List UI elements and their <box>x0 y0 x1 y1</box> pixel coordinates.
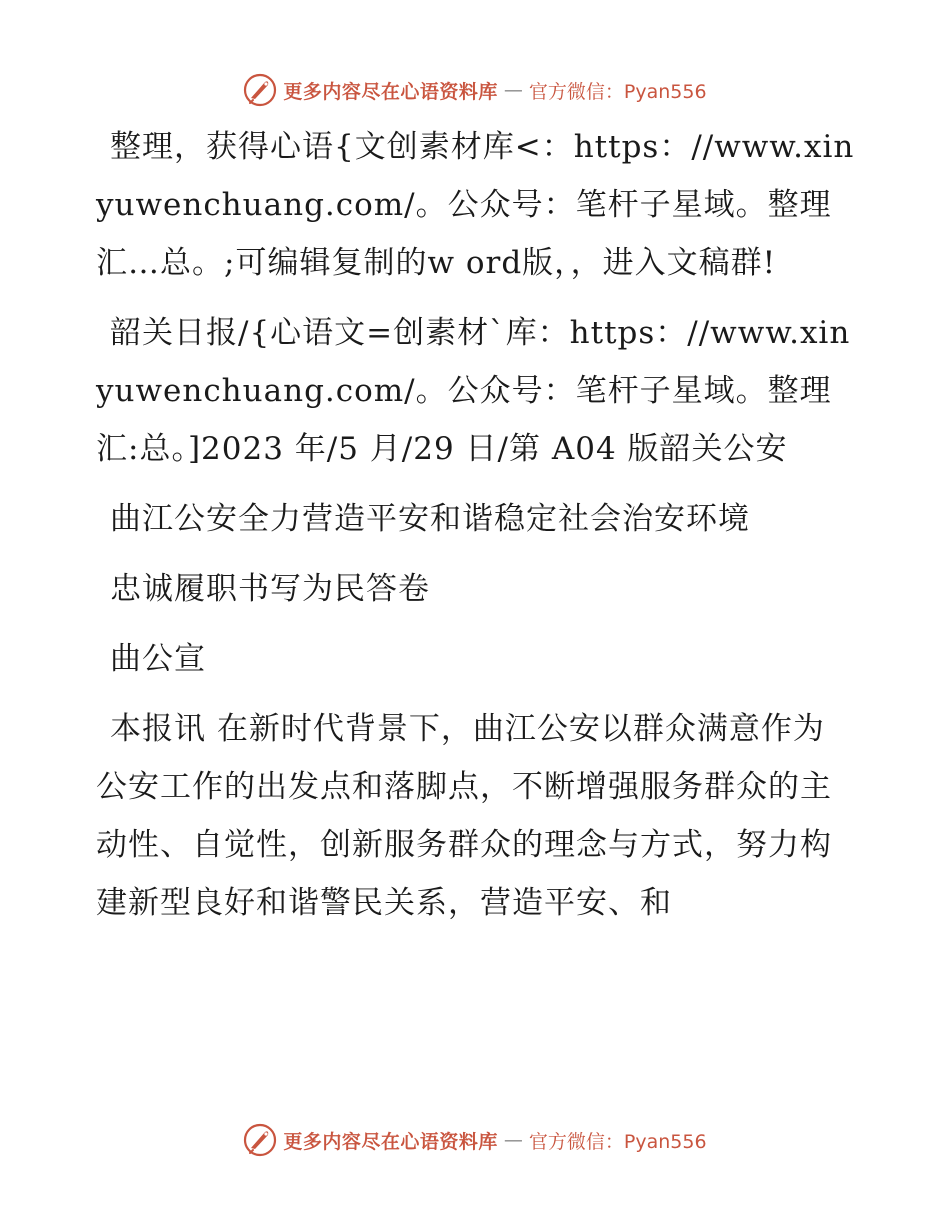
quill-pen-logo-icon <box>243 1123 277 1157</box>
article-body-paragraph: 本报讯 在新时代背景下，曲江公安以群众满意作为公安工作的出发点和落脚点，不断增强服务群众的主动性、自觉性，创新服务群众的理念与方式，努力构建新型良好和谐警民关系，营造平安、和 <box>96 711 832 921</box>
banner-main-text: 更多内容尽在心语资料库 <box>283 1130 498 1153</box>
article-subheadline: 忠诚履职书写为民答卷 <box>110 571 430 607</box>
footer-banner-content <box>243 1123 706 1157</box>
header-banner <box>0 68 950 112</box>
footer-banner <box>0 1118 950 1162</box>
paragraph-intro: 整理，获得心语{文创素材库<：https：//www.xinyuwenchuang.com/。公众号：笔杆子星域。整理汇…总。;可编辑复制的w ord版，，进入文稿群! <box>96 129 855 281</box>
quill-pen-logo-icon <box>243 73 277 107</box>
article-byline: 曲公宣 <box>110 641 206 677</box>
banner-main-text: 更多内容尽在心语资料库 <box>283 80 498 103</box>
paragraph-source: 韶关日报/{心语文=创素材`库：https：//www.xinyuwenchuang.com/。公众号：笔杆子星域。整理汇:总。]2023 年/5 月/29 日/第 A04 版韶关公安 <box>96 315 851 467</box>
banner-separator: — <box>503 79 523 101</box>
document-body <box>96 118 856 944</box>
banner-separator: — <box>503 1129 523 1151</box>
header-banner-content <box>243 73 706 107</box>
banner-contact-text: 官方微信：Pyan556 <box>528 80 707 103</box>
banner-contact-text: 官方微信：Pyan556 <box>528 1130 707 1153</box>
article-headline: 曲江公安全力营造平安和谐稳定社会治安环境 <box>110 501 750 537</box>
